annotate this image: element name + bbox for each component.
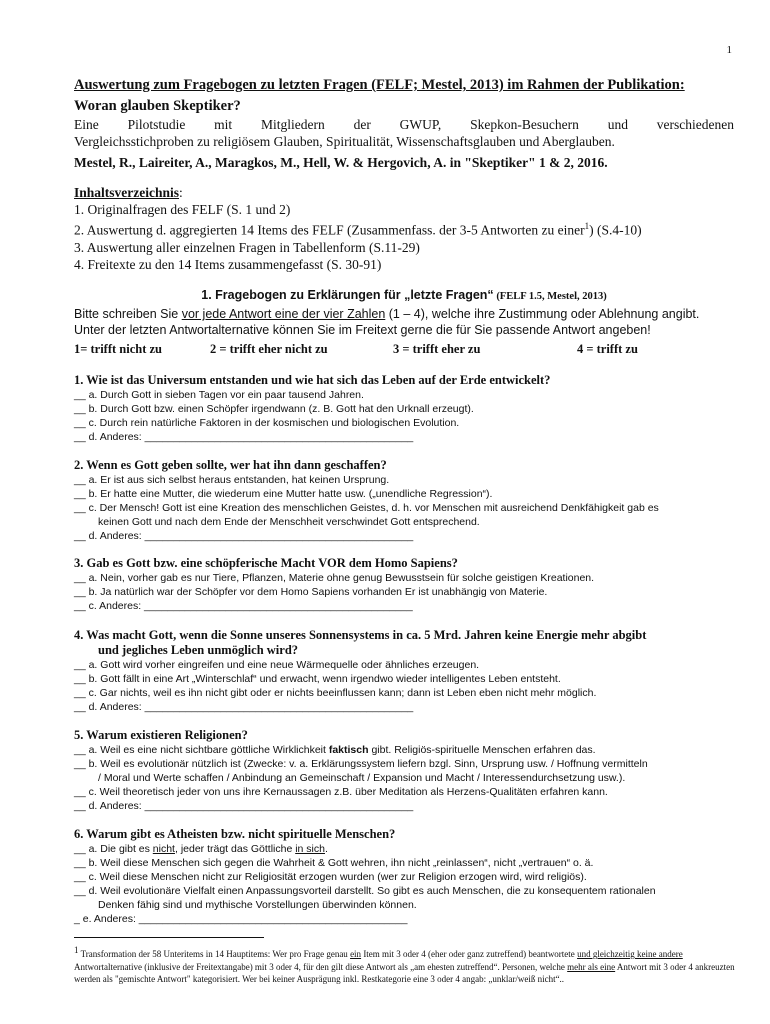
option-a-emphasis: faktisch [328, 744, 369, 756]
option-a-emphasis-2: in sich [295, 843, 325, 855]
answer-option-c[interactable]: __ c. Anderes: ______________________________________________ [74, 600, 413, 612]
answer-option-d[interactable]: __ d. Anderes: ______________________________________________ [74, 800, 414, 812]
option-a-text-end: gibt. Religiös-spirituelle Menschen erfahren das. [368, 744, 596, 756]
question-1 [74, 373, 744, 444]
publication-title: Woran glauben Skeptiker? [74, 98, 241, 114]
answer-option-c[interactable] [74, 501, 744, 529]
toc-colon: : [179, 185, 183, 200]
option-b-line1: __ b. Weil es evolutionär nützlich ist (Zwecke: v. a. Erklärungssystem liefern bzgl. Sinn, Ursprung usw. / Hoffnung vermitteln [74, 758, 648, 770]
questionnaire-title [74, 288, 734, 302]
answer-option-b[interactable]: __ b. Durch Gott bzw. einen Schöpfer irgendwann (z. B. Gott hat den Urknall erzeugt). [74, 403, 474, 415]
question-heading: 1. Wie ist das Universum entstanden und wie hat sich das Leben auf der Erde entwickelt? [74, 373, 551, 387]
answer-option-d[interactable]: __ d. Anderes: ______________________________________________ [74, 701, 414, 713]
answer-option-b[interactable]: __ b. Er hatte eine Mutter, die wiederum eine Mutter hatte usw. („unendliche Regression“). [74, 488, 493, 500]
answer-option-c[interactable]: __ c. Durch rein natürliche Faktoren in der kosmischen und biologischen Evolution. [74, 417, 460, 429]
instruction-emphasis: vor jede Antwort eine der vier Zahlen [181, 307, 386, 321]
toc-item-4: 4. Freitexte zu den 14 Items zusammengefasst (S. 30-91) [74, 256, 382, 272]
option-d-line1: __ d. Weil evolutionäre Vielfalt einen Anpassungsvorteil darstellt. So gibt es auch Menschen, die zu konsequentem rationalen [74, 885, 656, 897]
answer-option-d[interactable]: __ d. Anderes: ______________________________________________ [74, 530, 414, 542]
question-heading [74, 628, 744, 658]
question-heading: 2. Wenn es Gott geben sollte, wer hat ihn dann geschaffen? [74, 458, 387, 472]
footnote-text-2: Item mit 3 oder 4 (eher oder ganz zutreffend) beantwortete [361, 949, 578, 959]
questionnaire-title-source: (FELF 1.5, Mestel, 2013) [493, 291, 607, 302]
option-a-text: __ a. Weil es eine nicht sichtbare göttliche Wirklichkeit [74, 744, 329, 756]
option-a-text-mid: , jeder trägt das Göttliche [174, 843, 296, 855]
footnote-text-4: Antwort mit 3 oder 4 ankreuzten werden als "gemischte Antwort" kategorisiert. Wer bei keiner Ausprägung inkl. Restkategorie eine 3 oder 4 angab: „unklar/weiß nicht“.. [74, 961, 735, 984]
question-2 [74, 458, 744, 543]
option-c-line1: __ c. Der Mensch! Gott ist eine Kreation des menschlichen Geistes, d. h. vor Menschen mit ausreichend Denkfähigkeit gab es [74, 502, 659, 514]
option-d-line2: Denken fähig sind und mythische Vorstellungen überwinden können. [98, 899, 417, 911]
footnote-marker: 1 [74, 945, 79, 955]
question-4 [74, 628, 744, 714]
document-header [74, 76, 734, 172]
table-of-contents [74, 184, 744, 273]
authors: Mestel, R., Laireiter, A., Maragkos, M., Hell, W. & Hergovich, A. in "Skeptiker" 1 & 2, 2016. [74, 155, 608, 170]
scale-4: 4 = trifft zu [577, 342, 638, 356]
toc-item-2-text: 2. Auswertung d. aggregierten 14 Items des FELF (Zusammenfass. der 3-5 Antworten zu einer [74, 222, 585, 238]
toc-item-1: 1. Originalfragen des FELF (S. 1 und 2) [74, 202, 291, 217]
toc-heading [74, 184, 744, 201]
answer-option-a[interactable]: __ a. Nein, vorher gab es nur Tiere, Pflanzen, Materie ohne genug Bewusstsein für solche geistigen Kreationen. [74, 572, 595, 584]
page-number: 1 [726, 44, 732, 56]
toc-title: Inhaltsverzeichnis [74, 185, 180, 200]
footnote-emphasis-2: und gleichzeitig keine andere [577, 949, 683, 959]
question-heading-line1: 4. Was macht Gott, wenn die Sonne unseres Sonnensystems in ca. 5 Mrd. Jahren keine Energie mehr abgibt [74, 628, 647, 642]
option-c-line2: keinen Gott und nach dem Ende der Menschheit verschwindet Gott entsprechend. [98, 516, 480, 528]
option-a-emphasis-1: nicht [152, 843, 175, 855]
answer-option-a[interactable] [74, 743, 744, 757]
footnote-emphasis-3: mehr als eine [567, 961, 616, 972]
toc-item-2-pages: ) (S.4-10) [589, 222, 642, 238]
publication-description-line2: Vergleichsstichproben zu religiösem Glauben, Spiritualität, Wissenschaftsglauben und Aberglauben. [74, 134, 615, 149]
answer-option-a[interactable] [74, 842, 744, 856]
answer-option-c[interactable]: __ c. Weil diese Menschen nicht zur Religiosität erzogen wurden (wer zur Religion erzogen wird, wird religiös). [74, 871, 587, 883]
footnote [74, 944, 744, 986]
option-a-text: __ a. Die gibt es [74, 843, 153, 855]
answer-option-a[interactable]: __ a. Durch Gott in sieben Tagen vor ein paar tausend Jahren. [74, 389, 364, 401]
publication-description-line1: Eine Pilotstudie mit Mitgliedern der GWUP, Skepkon-Besuchern und verschiedenen [74, 117, 734, 132]
scale-2: 2 = trifft eher nicht zu [210, 342, 328, 356]
footnote-ref: 1 [584, 221, 590, 231]
answer-option-b[interactable]: __ b. Weil diese Menschen sich gegen die Wahrheit & Gott wehren, ihn nicht „reinlassen“, nicht „vertrauen“ o. ä. [74, 857, 594, 869]
scale-3: 3 = trifft eher zu [393, 342, 481, 356]
question-heading: 3. Gab es Gott bzw. eine schöpferische Macht VOR dem Homo Sapiens? [74, 556, 458, 570]
question-6 [74, 827, 744, 926]
answer-option-a[interactable]: __ a. Er ist aus sich selbst heraus entstanden, hat keinen Ursprung. [74, 474, 390, 486]
instruction-text-end: (1 – 4), welche ihre Zustimmung oder Ablehnung angibt. [385, 307, 700, 321]
footnote-text-1: Transformation der 58 Unteritems in 14 Hauptitems: Wer pro Frage genau [78, 949, 351, 959]
document-title: Auswertung zum Fragebogen zu letzten Fragen (FELF; Mestel, 2013) im Rahmen der Publikation: [74, 77, 685, 93]
answer-option-b[interactable]: __ b. Gott fällt in eine Art „Winterschlaf“ und erwacht, wenn irgendwo wieder intelligentes Leben entsteht. [74, 673, 561, 685]
option-b-line2: / Moral und Werte schaffen / Anbindung an Gemeinschaft / Expansion und Macht / Interessendurchsetzung usw.). [98, 772, 626, 784]
answer-option-a[interactable]: __ a. Gott wird vorher eingreifen und eine neue Wärmequelle oder ähnliches erzeugen. [74, 659, 480, 671]
question-3 [74, 556, 744, 613]
footnote-divider [74, 937, 264, 938]
option-a-text-end: . [324, 843, 328, 855]
answer-option-b[interactable]: __ b. Ja natürlich war der Schöpfer vor dem Homo Sapiens vorhanden Er ist unabhängig von Materie. [74, 586, 548, 598]
instruction-line2: Unter der letzten Antwortalternative können Sie im Freitext gerne die für Sie passende Antwort angeben! [74, 323, 651, 337]
questionnaire-instructions [74, 306, 744, 338]
footnote-text-3: Antwortalternative (inklusive der Freitextangabe) mit 3 oder 4, für den gilt diese Antwort als „am ehesten zutreffend“. Personen, welche [74, 961, 568, 972]
answer-option-d[interactable]: __ d. Anderes: ______________________________________________ [74, 431, 414, 443]
question-heading: 6. Warum gibt es Atheisten bzw. nicht spirituelle Menschen? [74, 827, 396, 841]
questionnaire-title-main: 1. Fragebogen zu Erklärungen für „letzte Fragen“ [201, 288, 494, 302]
question-5 [74, 728, 744, 813]
answer-option-e[interactable]: _ e. Anderes: ______________________________________________ [74, 913, 408, 925]
toc-item-2 [74, 218, 744, 239]
question-heading: 5. Warum existieren Religionen? [74, 728, 248, 742]
instruction-text: Bitte schreiben Sie [74, 307, 182, 321]
scale-1: 1= trifft nicht zu [74, 342, 163, 356]
toc-item-3: 3. Auswertung aller einzelnen Fragen in Tabellenform (S.11-29) [74, 239, 420, 255]
answer-option-b[interactable] [74, 757, 744, 785]
answer-option-d[interactable] [74, 884, 744, 912]
answer-option-c[interactable]: __ c. Weil theoretisch jeder von uns ihre Kernaussagen z.B. über Meditation als Herzens-Qualitäten erfahren kann. [74, 786, 608, 798]
answer-option-c[interactable]: __ c. Gar nichts, weil es ihn nicht gibt oder er nichts beeinflussen kann; dann ist Leben eben nicht mehr möglich. [74, 687, 597, 699]
instruction-line1 [74, 306, 744, 322]
question-heading-line2: und jegliches Leben unmöglich wird? [98, 643, 299, 657]
footnote-emphasis-1: ein [350, 949, 362, 959]
